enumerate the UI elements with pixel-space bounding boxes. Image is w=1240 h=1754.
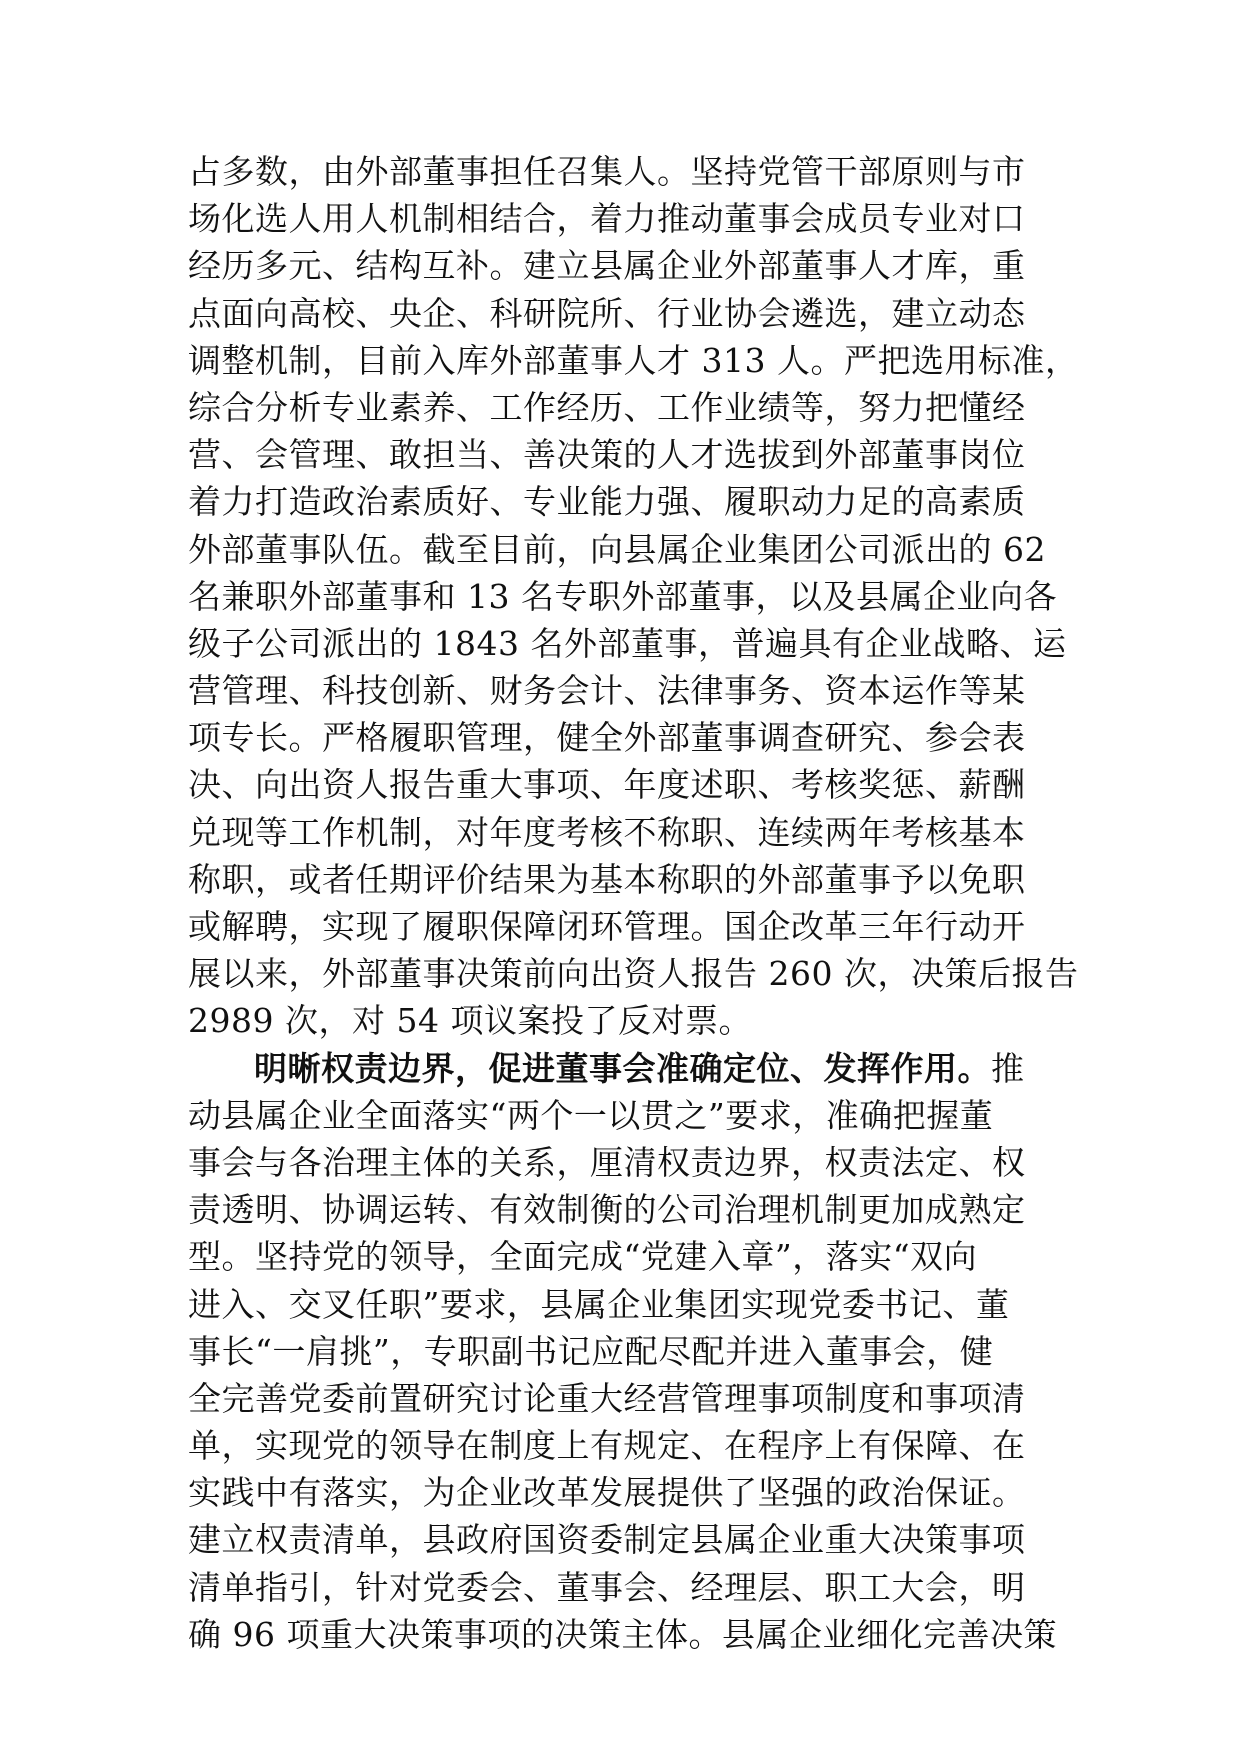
text-line: 单，实现党的领导在制度上有规定、在程序上有保障、在: [188, 1426, 1026, 1466]
text-line: 着力打造政治素质好、专业能力强、履职动力足的高素质: [188, 482, 1026, 522]
text-fragment: 推: [991, 1048, 1025, 1088]
text-line: 型。坚持党的领导，全面完成“党建入章”，落实“双向: [188, 1237, 978, 1277]
text-line: 营、会管理、敢担当、善决策的人才选拔到外部董事岗位: [188, 435, 1026, 475]
text-line: 责透明、协调运转、有效制衡的公司治理机制更加成熟定: [188, 1190, 1026, 1230]
text-line: 综合分析专业素养、工作经历、工作业绩等，努力把懂经: [188, 387, 1026, 427]
text-line: 点面向高校、央企、科研院所、行业协会遴选，建立动态: [188, 293, 1026, 333]
text-line: 占多数，由外部董事担任召集人。坚持党管干部原则与市: [188, 152, 1026, 191]
text-line: 经历多元、结构互补。建立县属企业外部董事人才库，重: [188, 246, 1026, 286]
text-line: 名兼职外部董事和 13 名专职外部董事，以及县属企业向各: [188, 576, 1057, 616]
text-line: 展以来，外部董事决策前向出资人报告 260 次，决策后报告: [188, 954, 1079, 994]
text-line: 清单指引，针对党委会、董事会、经理层、职工大会，明: [188, 1567, 1026, 1607]
text-line: 级子公司派出的 1843 名外部董事，普遍具有企业战略、运: [188, 623, 1067, 663]
text-line: 事会与各治理主体的关系，厘清权责边界，权责法定、权: [188, 1142, 1026, 1182]
text-line: 或解聘，实现了履职保障闭环管理。国企改革三年行动开: [188, 907, 1026, 946]
text-line: 确 96 项重大决策事项的决策主体。县属企业细化完善决策: [188, 1614, 1057, 1654]
text-line: 外部董事队伍。截至目前，向县属企业集团公司派出的 62: [188, 529, 1046, 569]
text-line: 进入、交叉任职”要求，县属企业集团实现党委书记、董: [188, 1284, 1010, 1324]
text-line: 调整机制，目前入库外部董事人才 313 人。严把选用标准，: [188, 340, 1079, 380]
paragraph-2-first-line: [188, 1045, 1056, 1092]
text-line: 实践中有落实，为企业改革发展提供了坚强的政治保证。: [188, 1473, 1026, 1513]
paragraph-1: [188, 148, 1079, 1045]
text-line: 事长“一肩挑”，专职副书记应配尽配并进入董事会，健: [188, 1331, 994, 1371]
paragraph-2: [188, 1045, 1056, 1658]
text-line: 全完善党委前置研究讨论重大经营管理事项制度和事项清: [188, 1378, 1026, 1418]
paragraph-2-heading: 明晰权责边界，促进董事会准确定位、发挥作用。: [254, 1048, 991, 1088]
text-line: 场化选人用人机制相结合，着力推动董事会成员专业对口: [188, 199, 1026, 239]
text-line: 动县属企业全面落实“两个一以贯之”要求，准确把握董: [188, 1095, 994, 1135]
text-line: 2989 次，对 54 项议案投了反对票。: [188, 1001, 752, 1041]
text-line: 营管理、科技创新、财务会计、法律事务、资本运作等某: [188, 671, 1026, 711]
text-line: 兑现等工作机制，对年度考核不称职、连续两年考核基本: [188, 812, 1026, 852]
text-line: 建立权责清单，县政府国资委制定县属企业重大决策事项: [188, 1520, 1026, 1560]
text-line: 项专长。严格履职管理，健全外部董事调查研究、参会表: [188, 718, 1026, 758]
body-text: [188, 148, 1079, 1658]
text-line: 决、向出资人报告重大事项、年度述职、考核奖惩、薪酬: [188, 765, 1026, 805]
text-line: 称职，或者任期评价结果为基本称职的外部董事予以免职: [188, 859, 1026, 899]
